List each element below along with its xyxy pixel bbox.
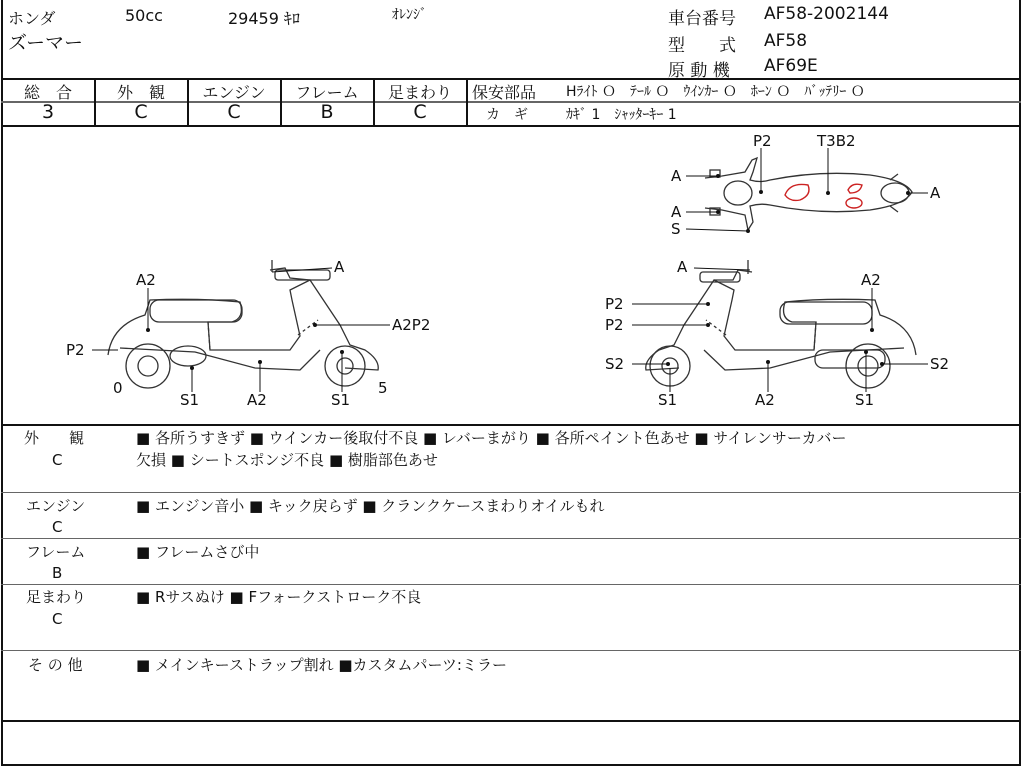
right-view-points [666,302,884,366]
left-label-a2-seat: A2 [136,271,156,289]
scooter-damage-diagram [0,126,1024,424]
grade-value-engine: C [227,101,241,123]
grid-line [1,538,1021,539]
color: ｵﾚﾝｼﾞ [392,7,427,23]
note-text-frame: ■ フレームさび中 [136,543,260,561]
note-label-exterior: 外 観 [24,429,85,447]
left-label-a-top: A [334,258,345,276]
right-label-s1-front: S1 [658,391,678,409]
grid-line [466,78,468,125]
grid-line [1,650,1021,651]
right-label-a-top: A [677,258,688,276]
top-label-s: S [671,220,681,238]
frame-no-label: 車台番号 [668,9,736,29]
right-label-a2-bottom: A2 [755,391,775,409]
displacement: 50cc [125,6,163,25]
grade-value-exterior: C [134,101,148,123]
keys-value: ｶｷﾞ 1 ｼｬｯﾀｰｷｰ 1 [566,107,677,123]
grid-line [1,584,1021,585]
note-label-frame: フレーム [26,543,86,561]
right-label-s1-rear: S1 [855,391,875,409]
maker: ホンダ [8,9,56,28]
right-label-s2-front: S2 [605,355,625,373]
note-label-engine: エンジン [26,497,86,515]
top-label-a3: A [930,184,941,202]
model-name: ズーマー [8,32,84,54]
engine-label: 原 動 機 [668,61,730,81]
note-text-exterior-1: ■ 各所うすきず ■ ウインカー後取付不良 ■ レバーまがり ■ 各所ペイント色あせ ■ サイレンサーカバー [136,429,847,447]
grade-label-suspension: 足まわり [387,83,452,102]
note-text-other: ■ メインキーストラップ割れ ■カスタムパーツ:ミラー [136,656,507,674]
top-label-t3b2: T3B2 [817,132,856,150]
note-label-suspension: 足まわり [26,588,87,606]
right-label-a2-seat: A2 [861,271,881,289]
left-label-p2: P2 [66,341,85,359]
right-label-p2-2: P2 [605,316,624,334]
keys-label: カ ギ [486,107,528,123]
note-grade-engine: C [52,518,63,536]
grade-label-total: 総 合 [23,83,72,102]
grade-value-suspension: C [413,101,427,123]
left-label-s1-rear: S1 [331,391,351,409]
note-text-engine: ■ エンジン音小 ■ キック戻らず ■ クランクケースまわりオイルもれ [136,497,605,515]
right-view-leaders [632,268,928,392]
damage-marks [785,184,862,208]
grid-line [1,424,1021,426]
left-label-a2p2: A2P2 [392,316,431,334]
frame-no: AF58-2002144 [764,4,889,24]
right-label-p2-1: P2 [605,295,624,313]
top-label-p2: P2 [753,132,772,150]
top-label-a1: A [671,167,682,185]
grade-value-frame: B [320,101,334,123]
left-label-s1-front: S1 [180,391,200,409]
type-label: 型 式 [668,36,736,56]
engine-value: AF69E [764,56,818,76]
grade-label-engine: エンジン [202,83,266,102]
note-text-suspension: ■ Rサスぬけ ■ Fフォークストローク不良 [136,588,422,606]
grade-value-total: 3 [41,101,55,123]
type-value: AF58 [764,31,808,51]
grade-label-frame: フレーム [295,83,359,102]
note-grade-suspension: C [52,610,63,628]
safety-items: Hﾗｲﾄ Ｏ ﾃｰﾙ Ｏ ｳｲﾝｶｰ Ｏ ﾎｰﾝ Ｏ ﾊﾞｯﾃﾘｰ Ｏ [566,84,865,100]
note-text-exterior-2: 欠損 ■ シートスポンジ不良 ■ 樹脂部色あせ [136,451,438,469]
left-label-a2-bottom: A2 [247,391,267,409]
left-label-num5: 5 [378,379,388,397]
left-label-num0: 0 [113,379,123,397]
safety-label: 保安部品 [472,83,537,102]
note-grade-frame: B [52,564,63,582]
grid-line [1,492,1021,493]
mileage: 29459 ｷﾛ [228,9,300,28]
grade-label-exterior: 外 観 [116,83,165,102]
grid-line [1,720,1021,722]
grid-line [467,101,1021,103]
top-label-a2: A [671,203,682,221]
right-label-s2-rear: S2 [930,355,950,373]
note-label-other: そ の 他 [28,656,83,674]
note-grade-exterior: C [52,451,63,469]
top-view-leaders [686,148,928,231]
